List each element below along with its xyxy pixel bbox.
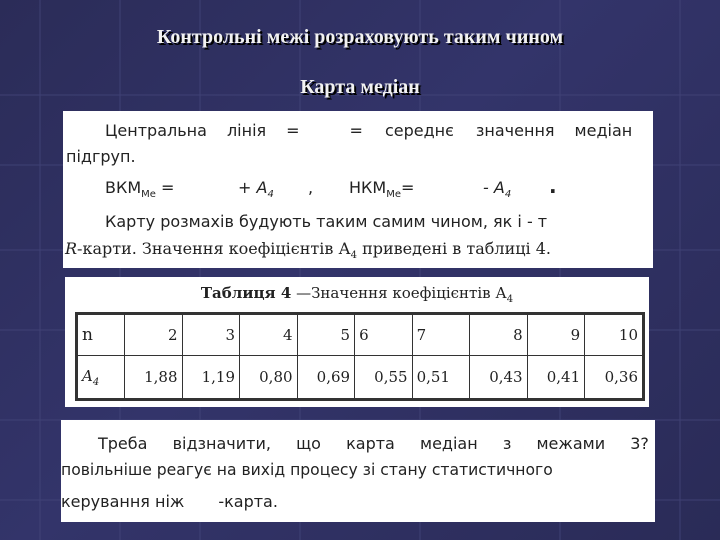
minus-a4 (483, 178, 511, 200)
coefficient-table-panel (65, 277, 649, 407)
slide-title: Контрольні межі розраховують таким чином (156, 26, 564, 48)
word: відзначити, (172, 434, 271, 453)
word: карта (346, 434, 395, 453)
note-line-3b: -карта. (218, 492, 278, 511)
word: медіан (574, 121, 633, 140)
note-line-1 (61, 434, 649, 453)
word: значення (475, 121, 555, 140)
note-line-3a: керування ніж (61, 492, 185, 511)
table-cell: 0,41 (527, 356, 585, 400)
word: середнє (384, 121, 454, 140)
coef-text: -карти. Значення коефіцієнтів А (77, 239, 351, 258)
table-cell: 8 (470, 314, 528, 356)
table-caption-text: —Значення коефіцієнтів А (291, 284, 507, 302)
table-cell: 6 (355, 314, 413, 356)
note-line-3 (61, 492, 278, 511)
table-cell: 0,80 (240, 356, 298, 400)
word: медіан (420, 434, 478, 453)
central-line-text-cont: підгруп. (66, 147, 136, 166)
range-chart-text: Карту розмахів будують таким самим чином, як і - т (105, 212, 548, 231)
word: = (349, 121, 363, 140)
word: з (502, 434, 512, 453)
word: межами (536, 434, 606, 453)
coefficient-table (75, 312, 645, 401)
central-line-text (63, 121, 653, 140)
table-cell: 0,55 (355, 356, 413, 400)
nkm-label: НКМ (349, 178, 387, 197)
row-header-a4 (77, 356, 125, 400)
table-cell: 0,69 (297, 356, 355, 400)
word: Центральна (105, 121, 207, 140)
a4-subscript: 4 (267, 189, 274, 201)
nkm-formula (349, 178, 414, 200)
a4-label-subscript: 4 (92, 376, 100, 388)
word: = (286, 121, 300, 140)
a4-subscript: 4 (504, 189, 512, 201)
table-cell: 1,88 (125, 356, 183, 400)
table-row-a4 (77, 356, 644, 400)
note-panel (61, 420, 655, 522)
coef-text-tail: приведені в таблиці 4. (356, 239, 552, 258)
table-caption (65, 284, 649, 305)
word: лінія (226, 121, 267, 140)
comma-separator: , (308, 178, 314, 197)
table-cell: 0,43 (470, 356, 528, 400)
equals-sign: = (400, 178, 415, 197)
table-cell: 9 (527, 314, 585, 356)
word: 3? (630, 434, 649, 453)
note-line-2: повільніше реагує на вихід процесу зі стану статистичного (61, 461, 553, 479)
table-cell: 1,19 (182, 356, 240, 400)
table-cell: 2 (125, 314, 183, 356)
table-cell: 3 (182, 314, 240, 356)
minus-a4-text: - A (483, 178, 505, 197)
me-subscript: Me (386, 189, 401, 201)
row-header-n: n (77, 314, 125, 356)
word: що (296, 434, 321, 453)
a4-label: A (82, 366, 93, 385)
caption-subscript: 4 (506, 294, 514, 305)
formula-line (105, 178, 174, 200)
plus-a4 (238, 178, 274, 200)
table-cell: 7 (412, 314, 470, 356)
table-cell: 4 (240, 314, 298, 356)
r-symbol: R (65, 239, 78, 258)
me-subscript: Me (141, 189, 156, 201)
table-row-n (77, 314, 644, 356)
coef-reference-text (65, 239, 551, 261)
table-cell: 10 (585, 314, 644, 356)
formula-panel (63, 111, 653, 268)
table-cell: 0,51 (412, 356, 470, 400)
table-cell: 0,36 (585, 356, 644, 400)
table-cell: 5 (297, 314, 355, 356)
period: . (549, 174, 557, 198)
plus-a4-text: + A (238, 178, 268, 197)
vkm-label: ВКМ (105, 178, 142, 197)
equals-sign: = (161, 178, 175, 197)
a4-subscript: 4 (350, 250, 357, 262)
slide-subtitle: Карта медіан (300, 76, 420, 98)
table-caption-number: Таблиця 4 (200, 284, 292, 302)
word: Треба (98, 434, 148, 453)
